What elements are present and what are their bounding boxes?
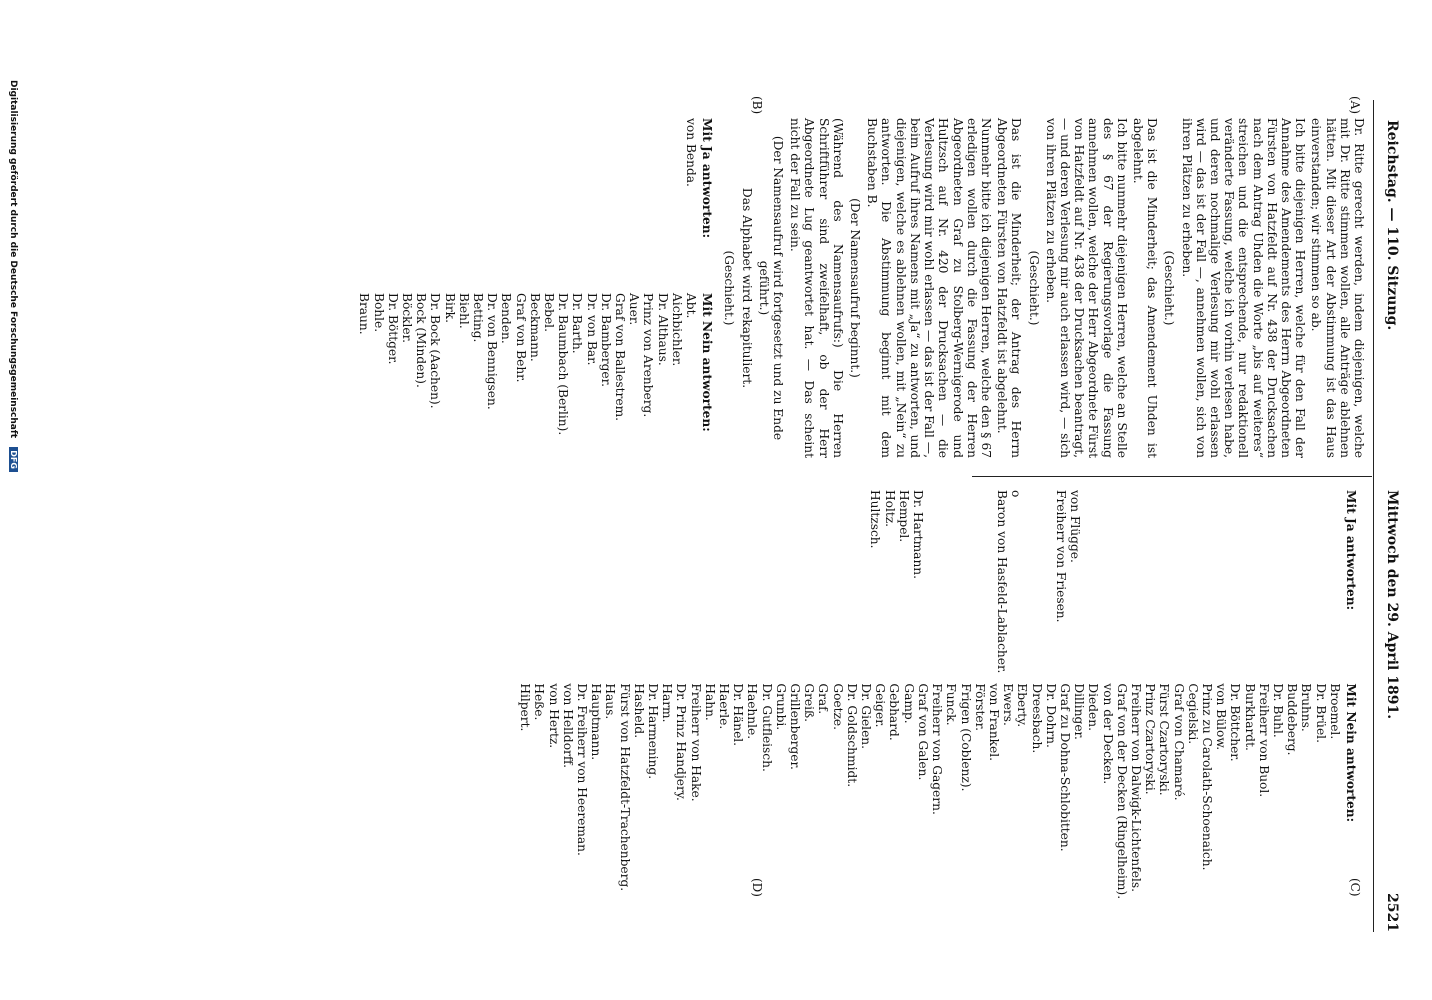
list-item: Dr. Baumbach (Berlin). (556, 293, 571, 436)
list-item: Dr. Barth. (570, 293, 585, 354)
list-item: Freiherr von Friesen. (1053, 490, 1068, 623)
list-item: Freiherr von Gagern. (930, 683, 945, 815)
list-item: Graf von der Decken (Ringelheim). (1114, 683, 1129, 900)
list-item: Bohle. (371, 293, 386, 333)
paragraph: Nunmehr bitte ich diejenigen Herren, welche den § 67 erledigen wollen durch die Fassung der Herren Abgeordneten Graf zu Stolberg-Wernigerode und Hultzsch auf Nr. 420 der Drucksachen — die Verlesung wird mir wohl erlassen — das ist der Fall —, beim Aufruf ihres Namens mit „Ja“ zu antworten, und diejenigen, welche es ablehnen wollen, mit „Nein“ zu antworten. Die Abstimmung beginnt mit dem Buchstaben B. (865, 118, 993, 458)
list-item: Prinz Czartoryski. (1143, 683, 1158, 795)
list-item: Greiß. (802, 683, 817, 723)
list-item: Dr. Hartmann. (910, 490, 925, 580)
list-item: Fürst von Hatzfeldt-Trachenberg. (617, 683, 632, 892)
vote-lists-right (518, 490, 1362, 900)
list-item: Aichbichler. (669, 293, 684, 367)
list-item: Graf von Chamaré. (1171, 683, 1186, 801)
left-column (357, 118, 1366, 458)
list-item: Frigen (Coblenz). (958, 683, 973, 792)
counter-mark: o (1009, 490, 1024, 498)
dfg-logo-icon: DFG (9, 447, 18, 472)
list-item: von Benda. (684, 118, 699, 187)
ja-list-right (518, 490, 1362, 673)
list-item: Gamp. (901, 683, 916, 724)
list-item: Gebhard. (887, 683, 902, 741)
list-item: Eberty. (1015, 683, 1030, 728)
list-item: Hilpert. (518, 683, 533, 732)
list-item: Graf von Galen. (915, 683, 930, 781)
list-item: Abt. (684, 293, 699, 319)
digitization-credit (8, 80, 18, 472)
list-item: Dr. Dohrn. (1043, 683, 1058, 748)
list-item: Graf von Behr. (513, 293, 528, 383)
list-item: Dr. Goldschmidt. (844, 683, 859, 788)
list-item: Graf. (816, 683, 831, 715)
header-left: Reichstag. — 110. Sitzung. (1384, 120, 1400, 331)
list-item: Cegielski. (1185, 683, 1200, 745)
list-item: Dr. Brüel. (1313, 683, 1328, 743)
list-item: Funck. (944, 683, 959, 726)
stage-direction: (Geschieht.) (1026, 250, 1041, 326)
list-item: Dieden. (1086, 683, 1101, 731)
list-item: Beckmann. (527, 293, 542, 362)
list-item: Freiherr von Dalwigk-Lichtenfels. (1128, 683, 1143, 892)
list-item: Dr. Buhl. (1270, 683, 1285, 738)
list-item: Goetze. (830, 683, 845, 731)
list-item: Auer. (627, 293, 642, 326)
margin-mark-a: (A) (1348, 96, 1362, 115)
running-header (1378, 60, 1400, 932)
paragraph: Das ist die Minderheit; der Antrag des Herrn Abgeordneten Fürsten von Hatzfeldt ist abgelehnt. (995, 118, 1024, 458)
ja-list (357, 118, 718, 283)
ja-heading: Mit Ja antworten: (700, 118, 715, 239)
page-number: 2521 (1384, 893, 1400, 932)
list-item: Dr. Bamberger. (598, 293, 613, 387)
spacer (925, 490, 995, 673)
list-item: Dillinger. (1072, 683, 1087, 740)
margin-mark-b: (B) (750, 96, 764, 115)
list-item: Biehl. (456, 293, 471, 329)
paragraph: Ich bitte diejenigen Herren, welche für den Fall der Annahme des Amendements des Herrn Abgeordneten Fürsten von Hatzfeldt auf Nr. 438 der Drucksachen nach dem Antrag Uhden die Worte „bis auf weiteres“ streichen und die entsprechende, nur redaktionell veränderte Fassung, welche ich vorhin verlesen habe, und deren nochmalige Verlesung mir wohl erlassen wird — das ist der Fall —, annehmen wollen, sich von ihren Plätzen zu erheben. (1179, 118, 1308, 458)
list-item: von der Decken. (1100, 683, 1115, 785)
list-item: Dr. Bock (Aachen). (428, 293, 443, 409)
list-item: von Flügge. (1067, 490, 1082, 563)
column-divider (972, 476, 1372, 477)
list-item: Böckler. (400, 293, 414, 343)
nein-list-right (518, 683, 1362, 899)
nein-heading: Mit Nein antworten: (1344, 683, 1358, 823)
list-item: Graf zu Dohna-Schlobitten. (1057, 683, 1072, 852)
list-item: Burkhardt. (1242, 683, 1257, 751)
stage-direction: (Geschieht.) (722, 250, 737, 326)
list-item: Dr. von Bennigsen. (485, 293, 500, 410)
list-item: Dr. Hänel. (731, 683, 746, 747)
list-item: von Hertz. (546, 683, 561, 749)
list-item: Heße. (532, 683, 547, 721)
list-item: Hasheld. (631, 683, 646, 739)
list-item: Geiger. (873, 683, 888, 728)
list-item: Bruhns. (1299, 683, 1314, 732)
paragraph: (Während des Namensaufrufs:) Die Herren Schriftführer sind zweifelhaft, ob der Herr Abgeordnete Lug geantwortet hat. — Das scheint nicht der Fall zu sein. (788, 118, 845, 458)
list-item: Dr. Freiherr von Heereman. (575, 683, 590, 856)
list-item: Bock (Minden). (414, 293, 429, 388)
list-item: Dr. Althaus. (655, 293, 670, 366)
margin-mark-d: (D) (750, 878, 764, 897)
right-column (518, 490, 1366, 900)
list-item: Hultzsch. (868, 490, 883, 549)
list-item: Prinz zu Carolath-Schoenaich. (1199, 683, 1214, 871)
list-item: Holtz. (882, 490, 897, 528)
margin-mark-c: (C) (1348, 878, 1362, 897)
nein-heading: Mit Nein antworten: (700, 293, 715, 432)
stage-direction: Das Alphabet wird rekapituliert. (739, 187, 754, 389)
spacer (1082, 490, 1342, 673)
stage-direction: (Der Namensaufruf wird fortgesetzt und zu Ende geführt.) (756, 135, 786, 441)
vote-lists (357, 118, 718, 458)
list-item: Dr. Prinz Handjery. (674, 683, 689, 801)
list-item: Braun. (357, 293, 372, 335)
header-rule (1373, 100, 1374, 932)
list-item: Freiherr von Buol. (1256, 683, 1271, 798)
list-item: von Helldorff. (560, 683, 575, 768)
list-item: Harm. (660, 683, 675, 723)
list-item: Hempel. (896, 490, 911, 543)
list-item: Grunbi. (773, 683, 788, 731)
list-item: Dreesbach. (1029, 683, 1044, 754)
list-item: Graf von Ballestrem. (613, 293, 628, 422)
list-item: Förster. (972, 683, 987, 732)
list-item: Ewers. (1001, 683, 1016, 726)
ja-heading: Mit Ja antworten: (1344, 490, 1358, 611)
list-item: Hahn. (702, 683, 717, 721)
list-item: von Frankel. (986, 683, 1001, 762)
stage-direction: (Geschieht.) (1162, 250, 1177, 326)
paragraph: Ich bitte nunmehr diejenigen Herren, welche an Stelle des § 67 der Regierungsvorlage die Fassung annehmen wollen, welche der Herr Abgeordnete Fürst von Hatzfeldt auf Nr. 438 der Drucksachen beantragt, — und deren Verlesung mir auch erlassen wird, — sich von ihren Plätzen zu erheben. (1043, 118, 1129, 458)
nein-list (357, 293, 718, 458)
list-item: Buddeberg. (1285, 683, 1300, 756)
list-item: Grillenberger. (788, 683, 803, 770)
list-item: Benden. (499, 293, 514, 344)
list-item: Haus. (603, 683, 618, 720)
list-item: Broemel. (1327, 683, 1342, 740)
list-item: Dr. Gielen. (859, 683, 874, 750)
list-item: Bebel. (542, 293, 557, 332)
list-item: Dr. Gutfleisch. (759, 683, 774, 772)
list-item: Betting. (471, 293, 486, 343)
spacer (1023, 490, 1053, 673)
list-item: Prinz von Arenberg. (641, 293, 656, 418)
list-item: Dr. Böttcher. (1228, 683, 1243, 762)
stage-direction: (Der Namensaufruf beginnt.) (848, 198, 863, 378)
list-item: Dr. Harmening. (646, 683, 661, 780)
list-item: Haehnle. (745, 683, 760, 740)
list-item: Haerle. (717, 683, 732, 730)
list-item: Birk. (442, 293, 457, 323)
paragraph: Dr. Ritte gerecht werden, indem diejenigen, welche mit Dr. Ritte stimmen wollen, alle Anträge ablehnen hätten. Mit dieser Art der Abstimmung ist das Haus einverstanden; wir stimmen so ab. (1309, 118, 1366, 458)
list-item: Dr. von Bar. (584, 293, 599, 366)
list-item: Baron von Hasfeld-Lablacher. (995, 490, 1010, 674)
paragraph: Das ist die Minderheit; das Amendement Uhden ist abgelehnt. (1130, 118, 1160, 458)
credit-text: Digitalisierung gefördert durch die Deutsche Forschungsgemeinschaft (8, 80, 18, 439)
list-item: Hauptmann. (589, 683, 604, 761)
list-item: von Bülow. (1214, 683, 1229, 751)
header-center: Mittwoch den 29. April 1891. (1384, 490, 1400, 720)
list-item: Dr. Böttger. (385, 293, 400, 365)
list-item: Freiherr von Hake. (688, 683, 703, 802)
list-item: Fürst Czartoryski. (1157, 683, 1172, 796)
